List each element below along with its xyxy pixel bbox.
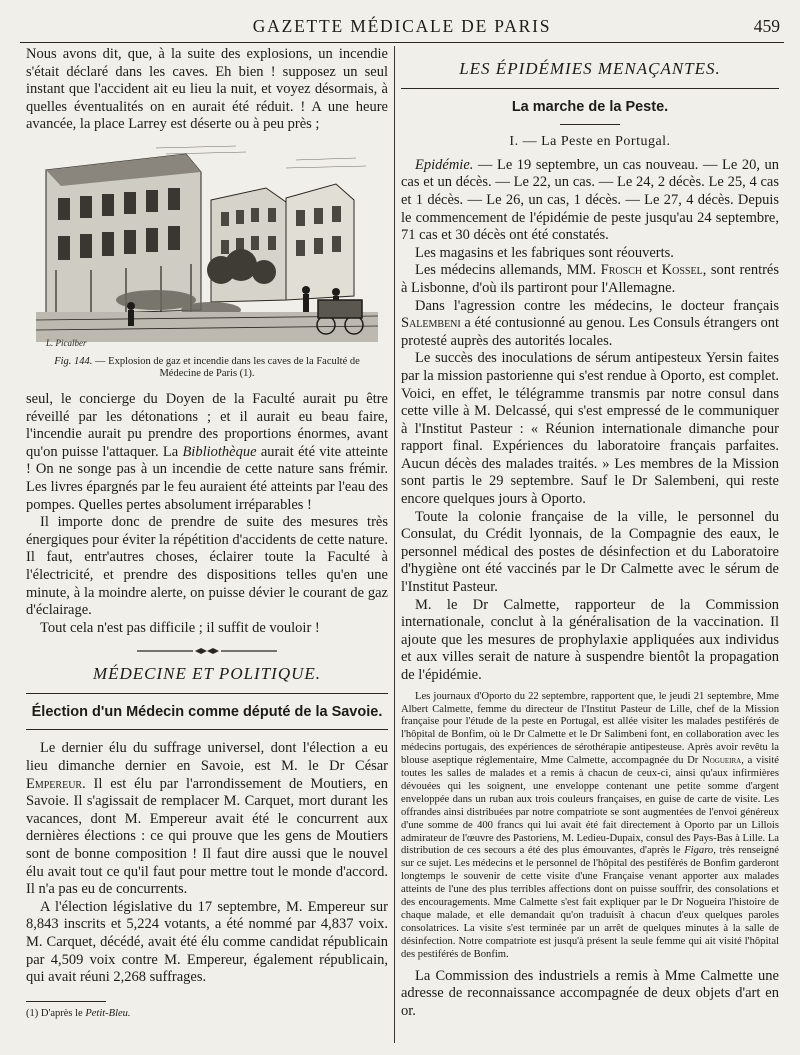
paragraph: Epidémie. — Le 19 septembre, un cas nouveau. — Le 20, un cas et un décès. — Le 22, un cas. — Le 24, 2 décès. Le 25, 4 cas et 1 décès. — Le 26, un cas, 1 décès. — Le 27, 4 décès. Depuis le commencement de l'épidémie de peste jusqu'au 24 septembre, 71 cas et 30 décès ont été constatés. [401, 156, 779, 244]
explosion-illustration [36, 140, 378, 352]
section-title: MÉDECINE ET POLITIQUE. [92, 664, 322, 684]
paragraph: A l'élection législative du 17 septembre, M. Empereur sur 8,843 inscrits et 5,224 votants, a été nommé par 4,837 voix. M. Carquet, décédé, avait été élu comme candidat républicain par 4,509 voix contre M. Empereur, également républicain, qui avait réuni 2,268 suffrages. [26, 898, 388, 986]
figure-number: Fig. 144. [54, 355, 93, 367]
engraving-figure [26, 140, 388, 381]
section-ornament [137, 647, 277, 655]
footnote: (1) D'après le Petit-Bleu. [26, 1007, 131, 1019]
section-rule [401, 88, 779, 89]
paragraph: Toute la colonie française de la ville, le personnel du Consulat, du Crédit lyonnais, de la Compagnie des eaux, le personnel médical des postes de désinfection et du Laboratoire d'hygiène ont été vaccinés par le Dr Calmette avec le sérum de l'Institut Pasteur. [401, 508, 779, 596]
engraver-signature: L. Picalber [46, 337, 87, 348]
paragraph: Le succès des inoculations de sérum antipesteux Yersin faites par la mission pastorienne qui s'est rendue à Oporto, est complet. Voici, en effet, le télégramme transmis par notre consul dans cette ville à M. Delcassé, qui s'est empressé de le communiquer à l'Institut Pasteur : « Réunion internationale dimanche pour rapport final. Expériences du laboratoire français parfaites. Aucun décès des malades traités. » Les membres de la Mission sont partis le 29 septembre. Sauf le Dr Salembeni, qui reste encore quelques jours à Oporto. [401, 350, 779, 508]
article-heading: La marche de la Peste. [511, 98, 669, 115]
paragraph: Le dernier élu du suffrage universel, dont l'élection a eu lieu dimanche dernier en Savoie, est M. le Dr César Empereur. Il est élu par l'arrondissement de Moutiers, en Savoie. Il s'agissait de remplacer M. Carquet, mort durant les vacances, dont M. Empereur avait été le concurrent aux dernières élections : ce qui prouve que les gens de Moutiers sont de bonne composition ! Il faut dire aussi que le nouvel élu avait tout ce qu'il faut pour mettre tout le monde d'accord. Il n'a pas eu de concurrents. [26, 740, 388, 898]
subheading: I. — La Peste en Portugal. [509, 134, 671, 150]
paragraph: Dans l'agression contre les médecins, le docteur français Salembeni a été contusionné au genou. Les Consuls étrangers ont protesté auprès des autorités locales. [401, 297, 779, 349]
paragraph: M. le Dr Calmette, rapporteur de la Commission internationale, conclut à la généralisation de la vaccination. Il ajoute que les mesures de prophylaxie appliquées aux individus et aux villes serait de nature à suspendre bientôt la propagation de l'épidémie. [401, 596, 779, 683]
heading-rule [26, 729, 388, 730]
paragraph: Il importe donc de prendre de suite des mesures très énergiques pour éviter la répétition d'accidents de cette nature. Il faut, entr'autres choses, éclairer toute la Faculté à l'électricité, et prendre des dispositions telles qu'en une minute, à la moindre alerte, on puisse dévier le courant de gaz d'éclairage. [26, 514, 388, 619]
journal-title: GAZETTE MÉDICALE DE PARIS [252, 16, 552, 36]
article-heading: Élection d'un Médecin comme député de la Savoie. [31, 703, 383, 720]
footnote-rule [26, 1001, 106, 1002]
right-column [401, 46, 779, 1037]
small-print-paragraph: Les journaux d'Oporto du 22 septembre, rapportent que, le jeudi 21 septembre, Mme Albert Calmette, femme du directeur de l'Institut Pasteur de Lille, chef de la Mission française pour l'étude de la peste en Portugal, est allée visiter les malades pestiférés de l'hôpital de Bonfim, où le Dr Calmette et le Dr Salimbeni font, en collaboration avec les médecins portugais, des expériences de sérothérapie antipesteuse. Après avoir revêtu la blouse aseptique réglementaire, Mme Calmette, accompagnée du Dr Nogueira, a visité toutes les salles de malades et a remis à chacun de ceux-ci, ainsi qu'aux infirmières dévouées qui les soignent, une enveloppe contenant une petite somme d'argent enveloppée dans un ruban aux trois couleurs françaises, en guise de carte de visite. Les offrandes ainsi distribuées par notre compatriote se sont augmentées de l'envoi généreux d'une somme de 400 francs qui lui avait été fait directement à Oporto par un Lillois admirateur de l'œuvre des Pastoriens, M. Ledieu-Dupaix, consul des Pays-Bas à Lille. La distribution de ces secours a été des plus émouvantes, d'après le Figaro, très renseigné sur ce sujet. Les médecins et le personnel de l'hôpital des pestiférés de Bonfim garderont longtemps le souvenir de cette visite d'une Française venant apporter aux malades atteints de l'une des plus terribles affections dont on puisse souffrir, des consolations et des encouragements. Mme Calmette s'est fait expliquer par le Dr Nogueira l'histoire de chaque malade, et elle demandait qu'on traduisît à chacun d'eux quelques paroles consolatrices. La visite s'est terminée par un arrêt de quelques minutes à la salle de désinfection. Notre compatriote est jusqu'à présent la seule femme qui ait visité l'hôpital des pestiférés de Bonfim. [401, 690, 779, 960]
figure-caption [26, 356, 388, 381]
section-rule [26, 693, 388, 694]
paragraph: Tout cela n'est pas difficile ; il suffit de vouloir ! [40, 619, 320, 636]
figure-caption-text: — Explosion de gaz et incendie dans les caves de la Faculté de Médecine de Paris (1). [92, 355, 360, 380]
paragraph: seul, le concierge du Doyen de la Faculté aurait pu être réveillé par les détonations ; et il aurait eu beau faire, l'incendie aurait pu prendre des proportions énormes, avant qu'on puisse l'attaquer. La Bibliothèque aurait été vite atteinte ! On ne songe pas à un incendie de cette nature sans frémir. Les livres épargnés par le feu auraient été atteints par l'eau des pompes. Quelles pertes absolument irréparables ! [26, 390, 388, 513]
page-header [20, 12, 784, 43]
left-column [26, 46, 388, 1037]
column-divider [394, 46, 395, 1043]
section-title: LES ÉPIDÉMIES MENAÇANTES. [459, 59, 721, 78]
paragraph: Nous avons dit, que, à la suite des explosions, un incendie s'était déclaré dans les caves. Eh bien ! supposez un seul instant que l'accident ait eu lieu la nuit, et voyez désormais, à quelles éventualités on en aurait été réduit. ! A une heure avancée, la place Larrey est déserte ou à peu près ; [26, 46, 388, 133]
paragraph: Les magasins et les fabriques sont réouverts. [415, 244, 674, 261]
paragraph: La Commission des industriels a remis à Mme Calmette une adresse de reconnaissance accompagnée de deux objets d'art en or. [401, 967, 779, 1019]
page-number: 459 [753, 16, 780, 36]
paragraph: Les médecins allemands, MM. Frosch et Kossel, sont rentrés à Lisbonne, d'où ils partiront pour l'Allemagne. [401, 262, 780, 296]
heading-rule [560, 124, 620, 125]
